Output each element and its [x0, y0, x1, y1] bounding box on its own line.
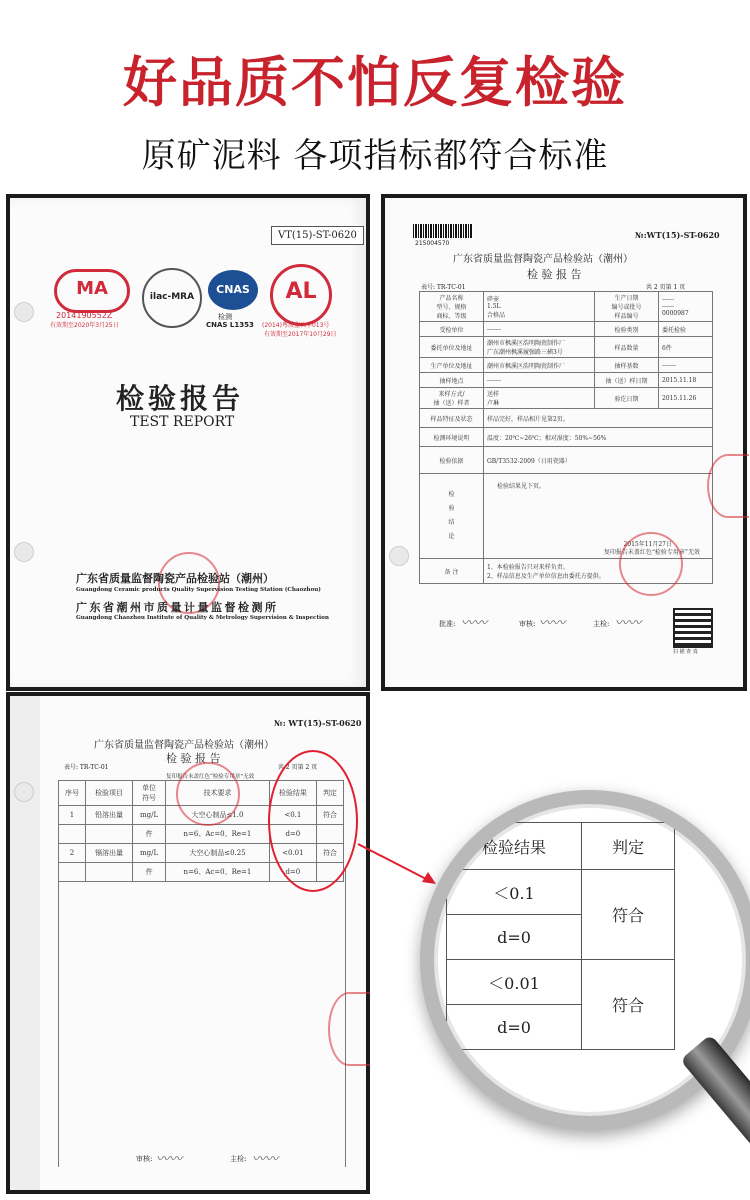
sign-review: 审核:	[519, 620, 536, 628]
banner-title: 好品质不怕反复检验	[123, 51, 627, 114]
results-cell: n=6、Ac=0、Re=1	[166, 825, 270, 844]
mag-judge-1: 符合	[582, 870, 675, 960]
mag-result-4: d=0	[447, 1005, 582, 1050]
conclusion-cell	[483, 474, 712, 559]
results-cell: 大空心制品≤1.0	[166, 806, 270, 825]
info-row	[420, 322, 713, 337]
binder-hole-bottom	[14, 542, 34, 562]
results-cell	[86, 825, 133, 844]
results-cell: 大空心制品≤0.25	[166, 844, 270, 863]
results-header-cell: 判定	[316, 781, 343, 806]
info-cell: 2015.11.26	[658, 388, 712, 409]
info-cell: -------	[483, 373, 594, 388]
info-cell: 抽样基数	[594, 358, 658, 373]
report2-sign-main: 主检:	[230, 1155, 247, 1163]
report2-main-signature: 〰〰	[252, 1152, 279, 1167]
results-cell: d=0	[269, 863, 316, 882]
report1-form-no: 表号: TR-TC-01	[421, 284, 466, 291]
cnas-logo: CNAS	[208, 270, 258, 310]
results-header-cell: 单位 符号	[133, 781, 166, 806]
results-cell: 镉溶出量	[86, 844, 133, 863]
report-page1-panel	[381, 194, 747, 691]
env-value: 温度：20℃~26℃；相对湿度：50%~56%	[483, 428, 712, 447]
info-cell: 受检单位	[420, 322, 484, 337]
report2-copy-note: 复印报告未盖红色“检验专用章”无效	[166, 774, 255, 780]
results-header-cell: 检验结果	[269, 781, 316, 806]
info-cell: ------ ------ 0000987	[658, 292, 712, 322]
env-label: 检测环境说明	[420, 428, 484, 447]
remark-1: 1、本检验报告只对来样负责。	[486, 564, 569, 571]
cover-org1-cn: 广东省质量监督陶瓷产品检验站（潮州）	[76, 572, 274, 585]
info-cell: 2015.11.18	[658, 373, 712, 388]
report2-edge-stamp	[328, 992, 370, 1066]
info-cell: 碎壶 1.5L 合格品	[483, 292, 594, 322]
report1-red-stamp	[619, 532, 683, 596]
conclusion-value: 检验结果见下页。	[496, 483, 545, 490]
cal-note-1: (2014)粤质监认字013号	[262, 322, 330, 329]
info-row	[420, 388, 713, 409]
sign-review-signature: 〰〰	[539, 616, 566, 631]
results-cell: n=6、Ac=0、Re=1	[166, 863, 270, 882]
cover-org2-en: Guangdong Chaozhou Institute of Quality & Metrology Supervision & Inspection	[76, 615, 329, 621]
info-cell: 样品数量	[594, 337, 658, 358]
conclusion-note: 复印报告未盖红色“检验专用章”无效	[603, 549, 700, 556]
report2-table-lines	[58, 867, 346, 1167]
info-cell: 产品名称 型号、规格 商标、等级	[420, 292, 484, 322]
results-cell	[59, 825, 86, 844]
info-cell: 潮州市枫溪区浩明陶瓷制作厂	[483, 358, 594, 373]
info-cell: 生产单位及地址	[420, 358, 484, 373]
info-cell: 委托单位及地址	[420, 337, 484, 358]
results-cell: mg/L	[133, 844, 166, 863]
qr-code	[673, 608, 713, 648]
cnas-caption-1: 检测	[218, 313, 232, 321]
sample-label: 样品特征及状态	[420, 409, 484, 428]
report2-page: 共 2 页第 2 页	[278, 764, 318, 771]
results-cell: <0.1	[269, 806, 316, 825]
results-cell: d=0	[269, 825, 316, 844]
results-header-cell: 技术要求	[166, 781, 270, 806]
report1-number: №:WT(15)-ST-0620	[635, 230, 720, 240]
report2-review-signature: 〰〰	[156, 1152, 183, 1167]
report2-red-stamp	[176, 762, 240, 826]
report2-number: №: WT(15)-ST-0620	[274, 718, 362, 728]
info-cell: 委托检验	[658, 322, 712, 337]
page2-left-fold	[10, 696, 40, 1190]
info-row	[420, 337, 713, 358]
qr-caption: 扫 描 查 真	[673, 649, 698, 655]
info-cell: 生产日期 编号或批号 样品编号	[594, 292, 658, 322]
barcode-number: 215004570	[415, 240, 450, 247]
remark-label: 备 注	[420, 559, 484, 584]
report1-page: 共 2 页第 1 页	[646, 284, 686, 291]
sign-approve-signature: 〰〰	[461, 616, 488, 631]
results-cell: 铅溶出量	[86, 806, 133, 825]
info-cell: -------	[483, 322, 594, 337]
basis-label: 检验依据	[420, 447, 484, 474]
report-page2-panel	[6, 692, 370, 1194]
info-cell: 来样方式/ 抽（送）样者	[420, 388, 484, 409]
binder-hole-mid	[389, 546, 409, 566]
barcode	[413, 224, 473, 238]
conclusion-date: 2015年11月27日	[623, 541, 672, 548]
report2-org: 广东省质量监督陶瓷产品检验站（潮州）	[94, 740, 274, 751]
results-cell: 件	[133, 825, 166, 844]
report2-title: 检 验 报 告	[166, 752, 221, 765]
results-cell: 1	[59, 806, 86, 825]
cover-title-cn: 检验报告	[116, 382, 245, 415]
report1-title: 检 验 报 告	[527, 268, 582, 281]
binder-hole-p2	[14, 782, 34, 802]
results-cell: 2	[59, 844, 86, 863]
report2-sign-review: 审核:	[136, 1155, 153, 1163]
cma-note: 有效期至2020年3月25日	[50, 322, 119, 329]
cover-org1-en: Guangdong Ceramic products Quality Supervision Testing Station (Chaozhou)	[76, 587, 321, 593]
sign-main-signature: 〰〰	[615, 616, 642, 631]
results-header-cell: 检验项目	[86, 781, 133, 806]
cover-title-en: TEST REPORT	[130, 414, 235, 430]
conclusion-label: 检 验 结 论	[420, 474, 484, 559]
highlight-circle	[268, 750, 358, 892]
mag-result-1: ＜0.1	[447, 870, 582, 915]
mag-judge-2: 符合	[582, 960, 675, 1050]
ilac-mra-logo: ilac-MRA	[142, 268, 202, 328]
cal-logo: AL	[270, 264, 332, 326]
cover-org2-cn: 广东省潮州市质量计量监督检测所	[76, 601, 279, 614]
remark-2: 2、样品信息及生产单位信息由委托方提供。	[486, 573, 605, 580]
mag-col-result: 检验结果	[447, 823, 582, 870]
info-row	[420, 373, 713, 388]
info-cell: 检验类别	[594, 322, 658, 337]
magnifier-table	[446, 822, 675, 1050]
results-cell: 件	[133, 863, 166, 882]
cover-panel	[6, 194, 370, 691]
sign-approve: 批准:	[439, 620, 456, 628]
results-cell: 符合	[316, 844, 343, 863]
report2-form-no: 表号: TR-TC-01	[64, 764, 109, 771]
basis-value: GB/T3532-2009（日用瓷器）	[483, 447, 712, 474]
info-cell: 送样 卢琳	[483, 388, 594, 409]
cal-note-2: 有效期至2017年10月29日	[264, 331, 337, 338]
results-cell: 符合	[316, 806, 343, 825]
results-header-cell: 序号	[59, 781, 86, 806]
report1-edge-stamp	[707, 454, 749, 518]
results-cell: mg/L	[133, 806, 166, 825]
mag-result-2: d=0	[447, 915, 582, 960]
cma-number: 2014190552Z	[56, 311, 113, 320]
sample-value: 样品完好，样品相片见第2页。	[483, 409, 712, 428]
banner-subtitle: 原矿泥料 各项指标都符合标准	[141, 136, 609, 176]
cnas-caption-2: CNAS L1353	[206, 321, 254, 329]
info-row	[420, 292, 713, 322]
info-cell: 抽（送）样日期	[594, 373, 658, 388]
magnifier-handle	[680, 1034, 750, 1175]
info-cell: 潮州市枫溪区浩明陶瓷制作厂 广东潮州枫溪履强路三横3号	[483, 337, 594, 358]
info-row	[420, 358, 713, 373]
info-cell: -------	[658, 358, 712, 373]
info-cell: 抽样地点	[420, 373, 484, 388]
info-cell: 6件	[658, 337, 712, 358]
sign-main: 主检:	[593, 620, 610, 628]
binder-hole-top	[14, 302, 34, 322]
results-cell: <0.01	[269, 844, 316, 863]
cma-logo: MA	[54, 269, 130, 313]
mag-result-3: ＜0.01	[447, 960, 582, 1005]
cover-report-number: VT(15)-ST-0620	[271, 226, 364, 245]
mag-col-judge: 判定	[582, 823, 675, 870]
report1-org: 广东省质量监督陶瓷产品检验站（潮州）	[453, 254, 633, 265]
info-cell: 验讫日期	[594, 388, 658, 409]
